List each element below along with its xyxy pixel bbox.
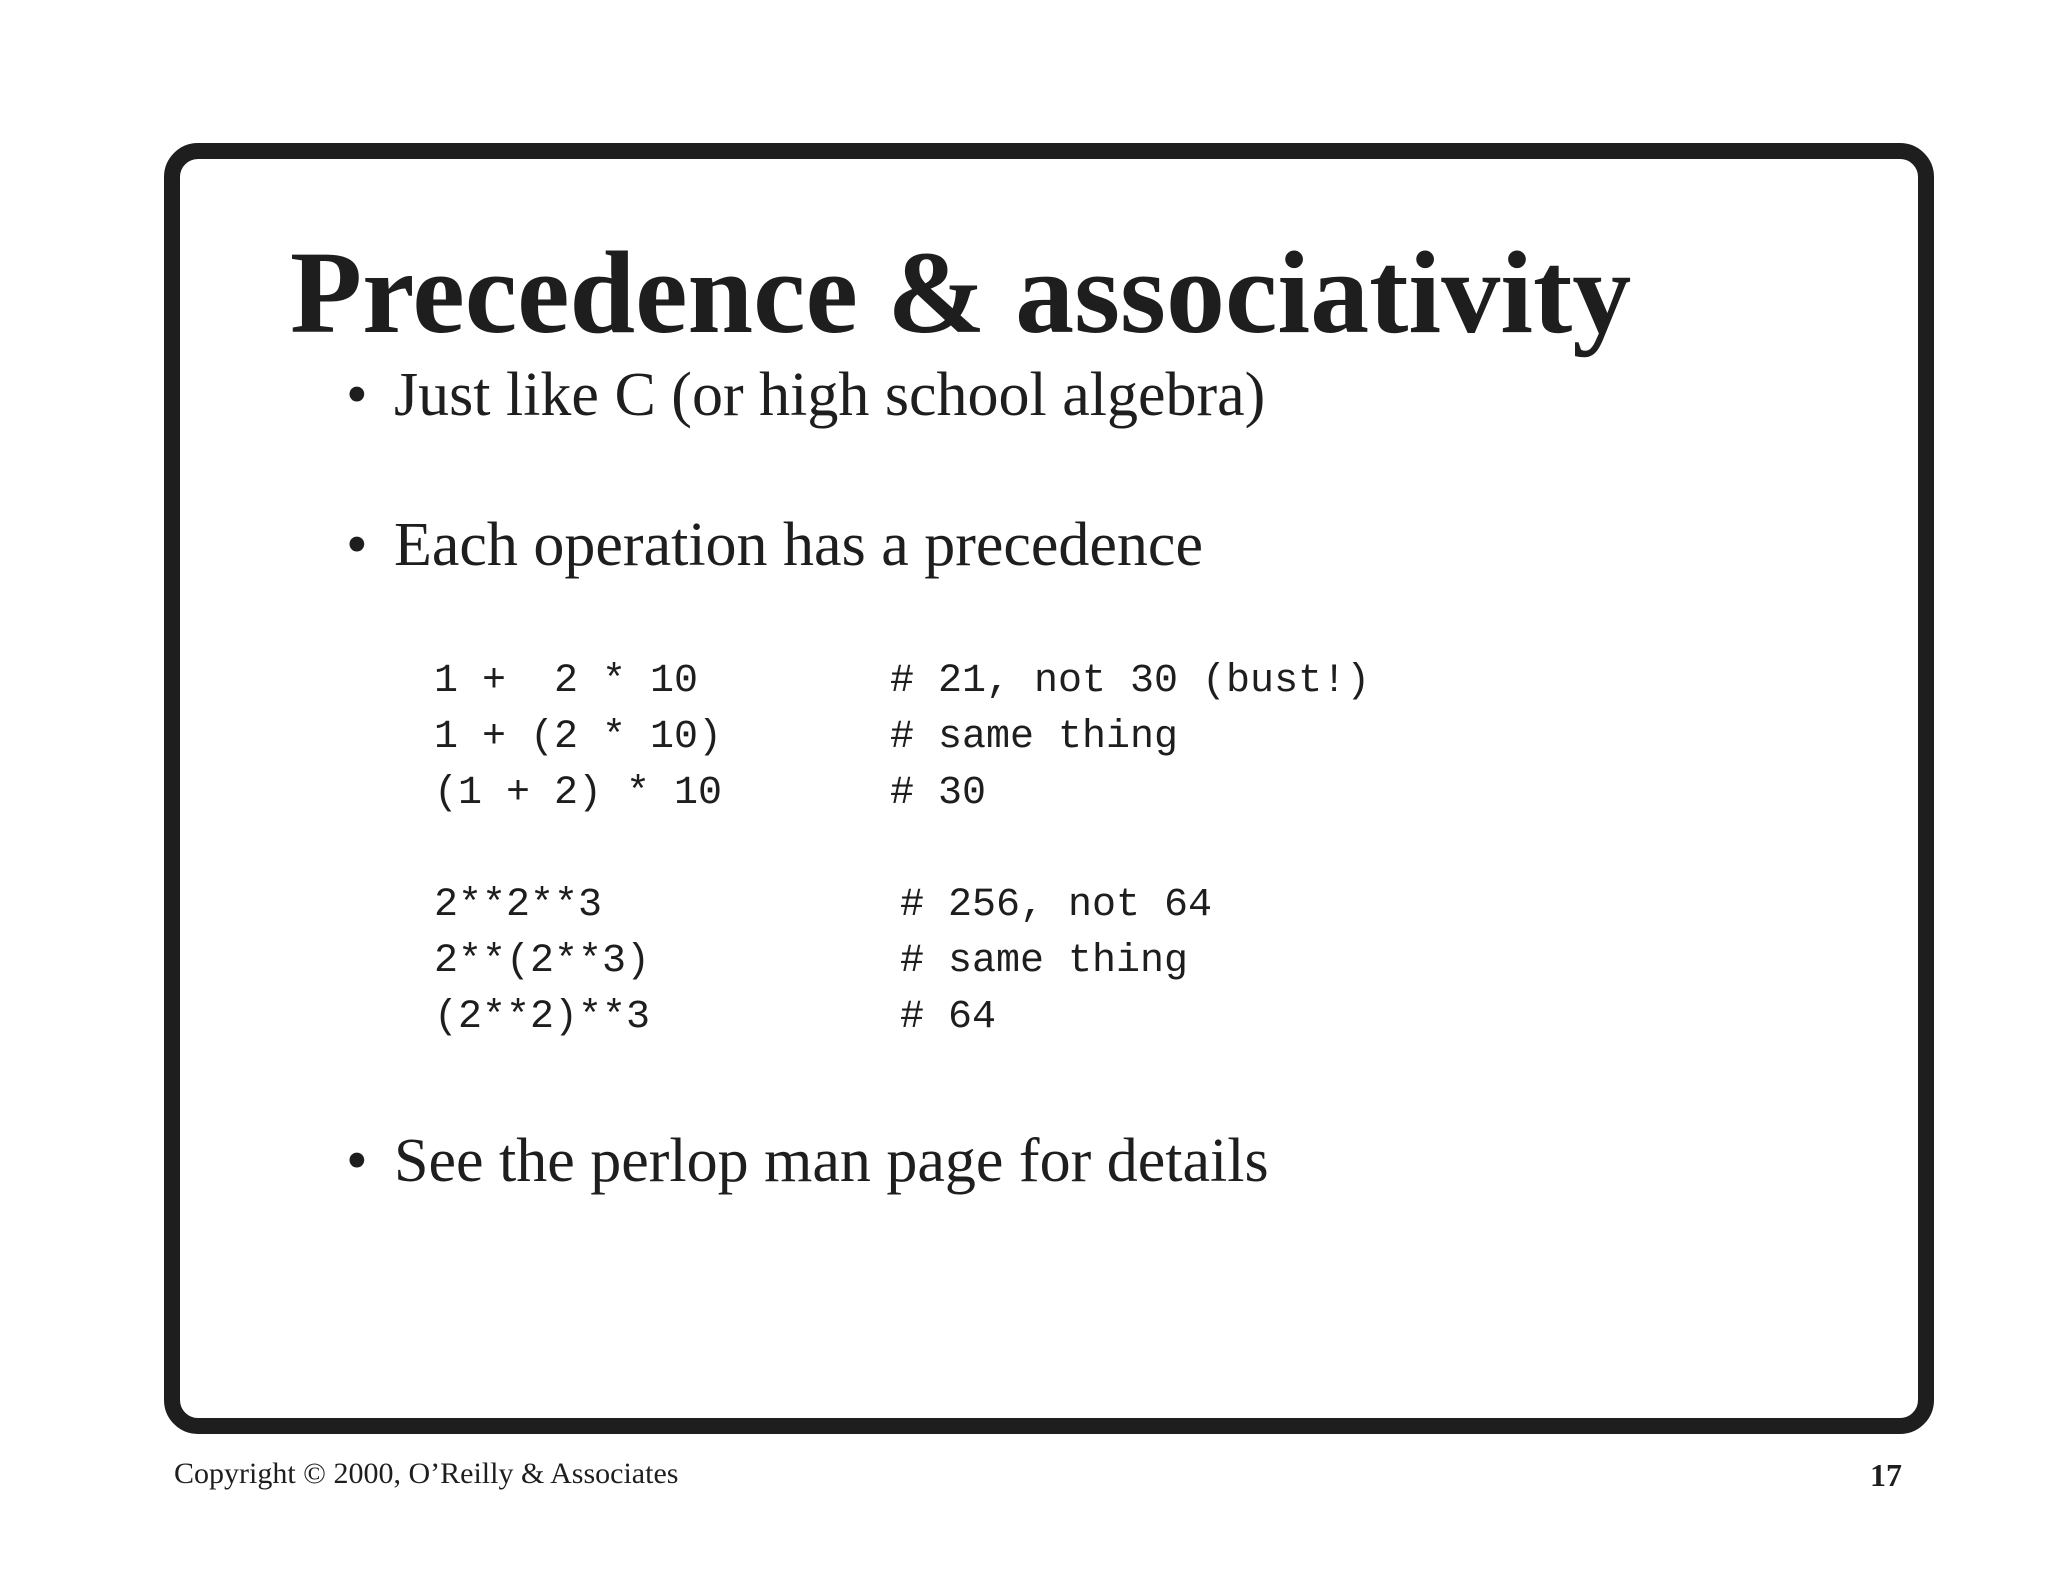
code-comment: # same thing <box>890 715 1179 760</box>
code-comment: # 30 <box>890 771 987 816</box>
slide-title: Precedence & associativity <box>290 227 1632 358</box>
bullet-item <box>346 1124 1269 1198</box>
code-expression: 1 + 2 * 10 <box>434 659 699 704</box>
code-line <box>434 934 1212 990</box>
code-line <box>434 990 1212 1046</box>
code-comment: # 21, not 30 (bust!) <box>890 659 1371 704</box>
bullet-item <box>346 358 1265 432</box>
bullet-icon: • <box>346 511 368 579</box>
code-line <box>434 766 1370 822</box>
code-expression: (2**2)**3 <box>434 995 651 1040</box>
code-line <box>434 878 1212 934</box>
bullet-text: Just like C (or high school algebra) <box>394 361 1266 429</box>
code-expression: 2**2**3 <box>434 883 603 928</box>
code-expression: 2**(2**3) <box>434 939 651 984</box>
bullet-text: Each operation has a precedence <box>394 511 1203 579</box>
bullet-icon: • <box>346 1127 368 1195</box>
code-comment: # 256, not 64 <box>900 883 1213 928</box>
code-comment: # 64 <box>900 995 997 1040</box>
code-line <box>434 654 1370 710</box>
code-comment: # same thing <box>900 939 1189 984</box>
code-expression: 1 + (2 * 10) <box>434 715 723 760</box>
page-number: 17 <box>1870 1457 1902 1493</box>
bullet-text: See the perlop man page for details <box>394 1127 1269 1195</box>
code-line <box>434 710 1370 766</box>
code-block-exponent <box>434 878 1212 1046</box>
footer-copyright: Copyright © 2000, O’Reilly & Associates <box>174 1457 679 1490</box>
code-block-arithmetic <box>434 654 1370 822</box>
bullet-item <box>346 508 1203 582</box>
bullet-icon: • <box>346 361 368 429</box>
code-expression: (1 + 2) * 10 <box>434 771 723 816</box>
